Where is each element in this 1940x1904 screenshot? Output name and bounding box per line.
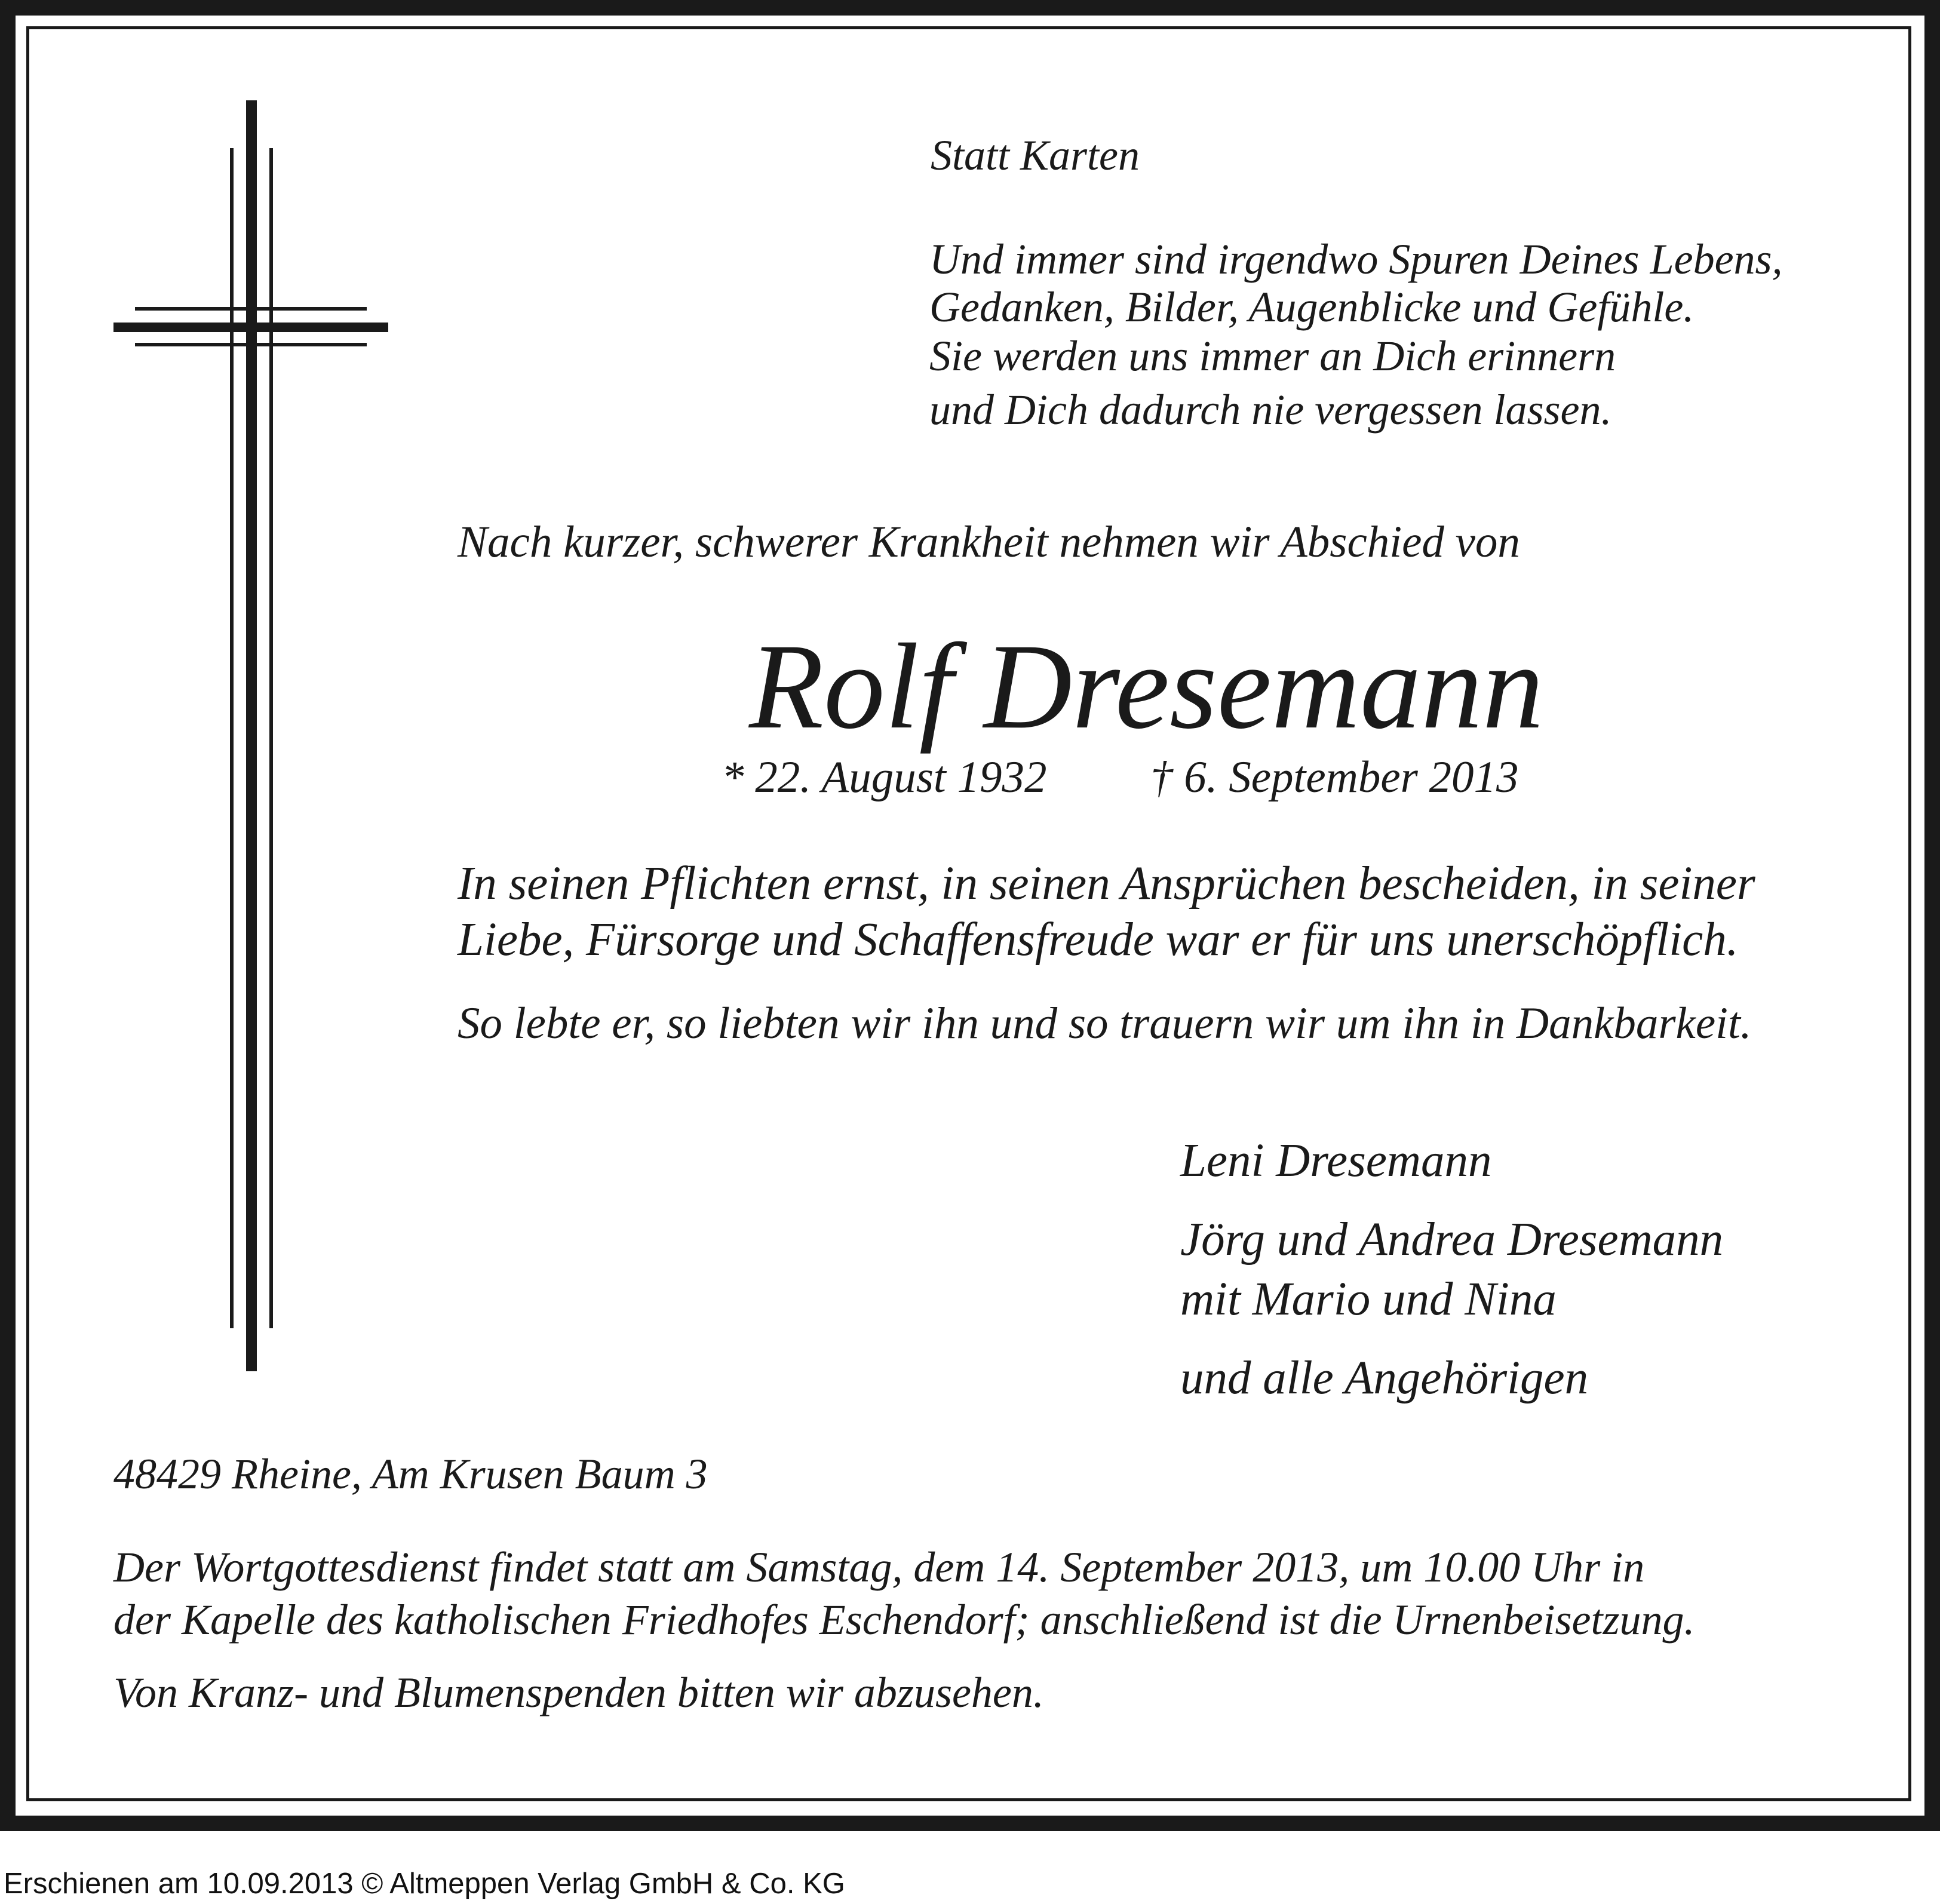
statt-karten-heading: Statt Karten <box>931 131 1140 179</box>
cross-vertical-bar <box>246 100 257 1371</box>
announcement-line: Nach kurzer, schwerer Krankheit nehmen wir Abschied von <box>458 517 1520 567</box>
flowers-note: Von Kranz- und Blumenspenden bitten wir abzusehen. <box>113 1669 1044 1716</box>
poem-line-2: Gedanken, Bilder, Augenblicke und Gefühle. <box>929 283 1695 331</box>
cross-horizontal-line-top <box>135 307 367 311</box>
deceased-name: Rolf Dresemann <box>749 619 1544 754</box>
mourner-son: Jörg und Andrea Dresemann <box>1180 1214 1724 1266</box>
cross-horizontal-bar <box>113 323 388 332</box>
mourner-grandchildren: mit Mario und Nina <box>1180 1273 1557 1325</box>
poem-line-4: und Dich dadurch nie vergessen lassen. <box>929 386 1612 434</box>
publication-credit: Erschienen am 10.09.2013 © Altmeppen Verlag GmbH & Co. KG <box>4 1868 845 1900</box>
mourner-relatives: und alle Angehörigen <box>1180 1352 1589 1404</box>
birth-date: * 22. August 1932 <box>722 753 1047 802</box>
tribute-closing: So lebte er, so liebten wir ihn und so trauern wir um ihn in Dankbarkeit. <box>458 999 1752 1048</box>
tribute-line-2: Liebe, Fürsorge und Schaffensfreude war er für uns unerschöpflich. <box>458 914 1739 966</box>
address-line: 48429 Rheine, Am Krusen Baum 3 <box>113 1450 708 1498</box>
latin-cross-icon <box>0 0 418 1386</box>
poem-line-1: Und immer sind irgendwo Spuren Deines Lebens, <box>929 235 1783 283</box>
poem-line-3: Sie werden uns immer an Dich erinnern <box>929 332 1616 380</box>
cross-horizontal-line-bottom <box>135 343 367 346</box>
death-date: † 6. September 2013 <box>1150 753 1519 802</box>
service-line-1: Der Wortgottesdienst findet statt am Samstag, dem 14. September 2013, um 10.00 Uhr in <box>113 1543 1645 1591</box>
service-line-2: der Kapelle des katholischen Friedhofes Eschendorf; anschließend ist die Urnenbeisetzung. <box>113 1596 1695 1644</box>
tribute-line-1: In seinen Pflichten ernst, in seinen Ansprüchen bescheiden, in seiner <box>458 858 1755 910</box>
mourner-wife: Leni Dresemann <box>1180 1135 1492 1187</box>
